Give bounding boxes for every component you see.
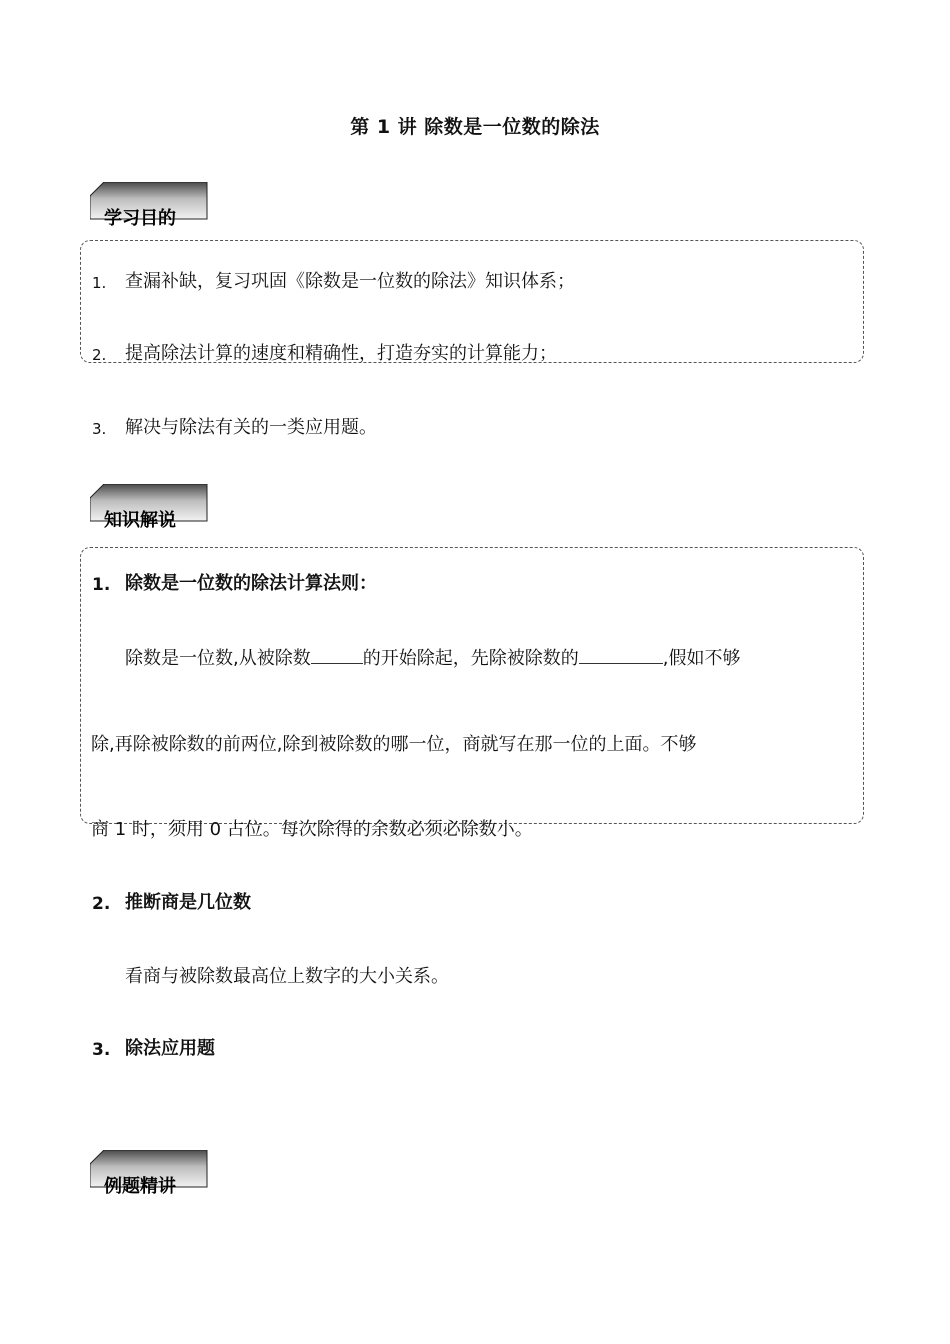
item-3-num: 3. — [92, 1040, 111, 1060]
goal-num-1: 1. — [92, 274, 107, 292]
fill-blank-2 — [579, 645, 663, 664]
section-tab-knowledge — [90, 484, 208, 531]
goal-text-3: 解决与除法有关的一类应用题。 — [125, 417, 377, 438]
goal-text-2: 提高除法计算的速度和精确性，打造夯实的计算能力； — [125, 343, 557, 364]
page-title: 第 1 讲 除数是一位数的除法 — [350, 116, 600, 138]
goal-num-2: 2. — [92, 346, 107, 364]
rule-heading: 除数是一位数的除法计算法则： — [125, 573, 377, 594]
item-2-heading: 推断商是几位数 — [125, 892, 251, 913]
rule-line-1-b: 的开始除起，先除被除数的 — [362, 648, 579, 669]
section-tab-goals — [90, 182, 208, 229]
fill-blank-1 — [311, 645, 363, 664]
section-tab-label: 例题精讲 — [104, 1176, 176, 1197]
item-3-heading: 除法应用题 — [125, 1038, 215, 1059]
goal-text-1: 查漏补缺，复习巩固《除数是一位数的除法》知识体系； — [125, 271, 575, 292]
item-2-description: 看商与被除数最高位上数字的大小关系。 — [125, 966, 449, 987]
rule-line-1 — [125, 645, 740, 671]
rule-line-2: 除,再除被除数的前两位,除到被除数的哪一位，商就写在那一位的上面。不够 — [91, 734, 697, 755]
goal-num-3: 3. — [92, 420, 107, 438]
rule-line-1-c: ,假如不够 — [662, 648, 741, 669]
rule-line-3: 商 1 时，须用 0 占位。每次除得的余数必须必除数小。 — [91, 819, 533, 840]
section-tab-label: 学习目的 — [104, 208, 176, 229]
rule-heading-num: 1. — [92, 575, 111, 595]
item-2-num: 2. — [92, 894, 111, 914]
section-tab-examples — [90, 1150, 208, 1197]
section-tab-label: 知识解说 — [104, 510, 176, 531]
rule-line-1-a: 除数是一位数,从被除数 — [125, 648, 311, 669]
